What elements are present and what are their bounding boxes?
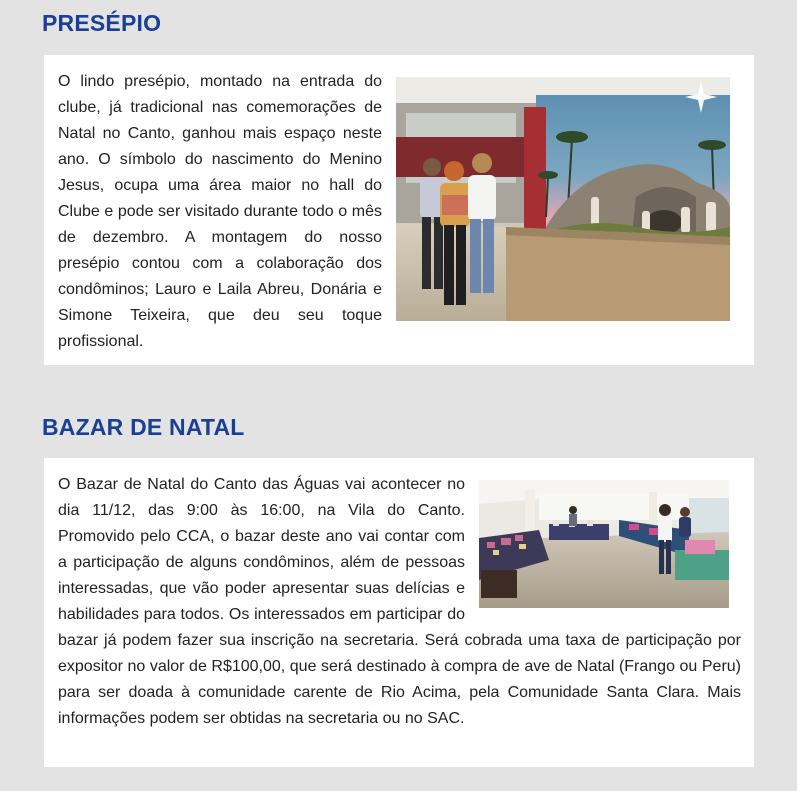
presepio-title: PRESÉPIO	[42, 10, 162, 36]
presepio-photo	[396, 77, 730, 321]
bazar-text: O Bazar de Natal do Canto das Águas vai acontecer no dia 11/12, das 9:00 às 16:00, na Vila do Canto. Promovido pelo CCA, o bazar deste ano vai contar com a participação de alguns condôminos, além de pessoas interessadas, que vão poder apresentar suas delícias e habilidades para todos. Os interessados em participar do bazar já podem fazer sua inscrição na secretaria. Será cobrada uma taxa de participação por expositor no valor de R$100,00, que será destinado à compra de ave de Natal (Frango ou Peru) para ser doada à comunidade carente de Rio Acima, pela Comunidade Santa Clara. Mais informações podem ser obtidas na secretaria ou no SAC.	[58, 476, 741, 727]
bazar-title: BAZAR DE NATAL	[42, 414, 245, 440]
bazar-card	[44, 458, 754, 767]
presepio-card	[44, 55, 754, 365]
bazar-photo	[479, 480, 729, 608]
presepio-text: O lindo presépio, montado na entrada do clube, já tradicional nas comemorações de Natal no Canto, ganhou mais espaço neste ano. O símbolo do nascimento do Menino Jesus, ocupa uma área maior no hall do Clube e pode ser visitado durante todo o mês de dezembro. A montagem do nosso presépio contou com a colaboração dos condôminos; Lauro e Laila Abreu, Donária e Simone Teixeira, que deu seu toque profissional.	[58, 73, 382, 350]
